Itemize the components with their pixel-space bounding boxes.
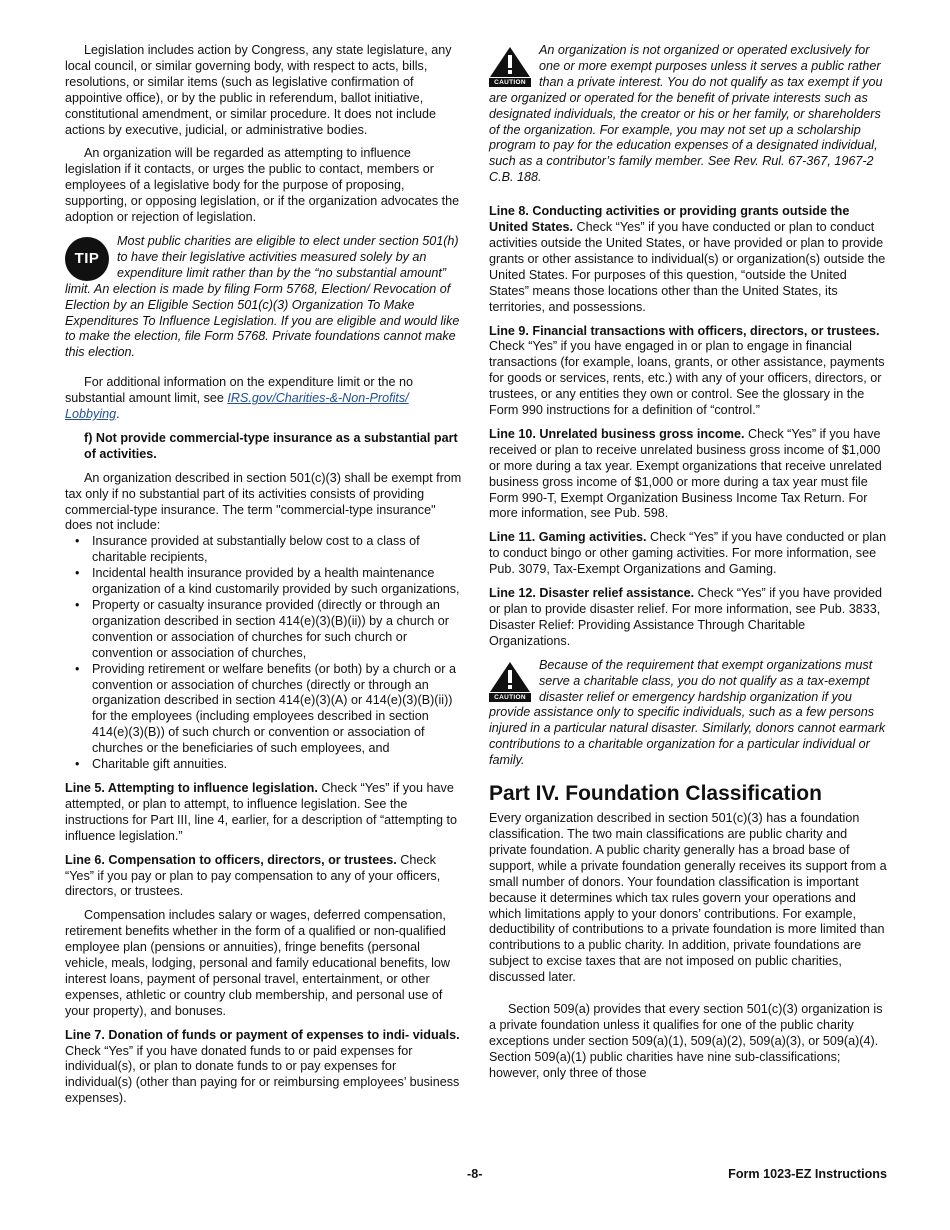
bullet: • — [75, 757, 80, 772]
irs-lobbying-link[interactable]: IRS.gov/Charities-&-Non-Profits/ Lobbying — [65, 391, 409, 422]
line9-heading: Line 9. Financial transactions with officers, directors, or trustees. — [489, 323, 880, 338]
caution-icon — [489, 46, 531, 87]
left-column — [65, 43, 462, 1115]
compensation-paragraph: Compensation includes salary or wages, deferred compensation, retirement benefits whether in the form of a qualified or non-qualified employee plan (pensions or annuities), fringe benefits (personal vehicle, meals, lodging, personal and family educational benefits, low interest loans, payment of personal travel, entertainment, or other expenses, athletic or country club membership, and personal use of your property), and bonuses. — [65, 908, 451, 1018]
line12-paragraph — [489, 586, 887, 650]
warning-triangle-icon — [489, 46, 531, 78]
commercial-insurance-heading — [84, 431, 462, 463]
part4-heading: Part IV. Foundation Classification — [489, 782, 822, 806]
list-item-text: Providing retirement or welfare benefits (or both) by a church or a convention or association of churches (directly or through an organization described in section 414(e)(3)(A) or 414(e)(3)(B)(ii)) for the employees (including employees described in section 414(e)(3)(B)) of such church or convention or association of churches or the beneficiaries of such employees, and — [92, 661, 456, 756]
line5-paragraph — [65, 781, 462, 845]
warning-triangle-icon — [489, 661, 531, 693]
expenditure-limit-text: For additional information on the expenditure limit or the no substantial amount limit, see — [65, 375, 414, 406]
list-item — [65, 534, 462, 566]
form-name: Form 1023-EZ Instructions — [728, 1167, 887, 1181]
page-footer — [65, 1167, 887, 1187]
bullet: • — [75, 598, 80, 612]
caution-label: CAUTION — [489, 693, 531, 702]
list-item — [65, 662, 462, 757]
list-item-text: Insurance provided at substantially below cost to a class of charitable recipients, — [92, 534, 420, 565]
line5-text: Check “Yes” if you have attempted, or plan to attempt, to influence legislation. See the instructions for Part III, line 4, earlier, for a description of “attempting to influence legislation.” — [65, 780, 457, 843]
list-item-text: Charitable gift annuities. — [92, 757, 228, 772]
tip-text: Most public charities are eligible to elect under section 501(h) to have their legislative activities measured solely by an expenditure limit rather than by the “no substantial amount” limit. An election is made by filing Form 5768, Election/ Revocation of Election by an Eligible Section 501(c)(3) Organization To Make Expenditures To Influence Legislation. If you are eligible and would like to make the election, file Form 5768. Private foundations cannot make this election. — [65, 233, 460, 360]
line11-text: Check “Yes” if you have conducted or plan to conduct bingo or other gaming activities. For more information, see Pub. 3079, Tax-Exempt Organizations and Gaming. — [489, 530, 887, 577]
line5-heading: Line 5. Attempting to influence legislation. — [65, 780, 318, 795]
line6-text: Check “Yes” if you pay or plan to pay compensation to any of your officers, directors, or trustees. — [65, 852, 441, 899]
line8-paragraph — [489, 204, 887, 315]
caution-text-disaster-relief: Because of the requirement that exempt organizations must serve a charitable class, you do not qualify as a tax-exempt disaster relief or emergency hardship organization if you provide assistance only to specific individuals, such as a few persons injured in a particular natural disaster. Similarly, donors cannot earmark contributions to a charitable organization for a particular individual or family. — [489, 657, 886, 768]
line9-paragraph — [489, 324, 887, 419]
list-item-text: Property or casualty insurance provided (directly or through an organization described in section 414(e)(3)(B)(ii)) by a church or convention or association of churches for such church or convention or association of churches, — [92, 598, 449, 660]
line12-text: Check “Yes” if you have provided or plan to provide disaster relief. For more information, see Pub. 3833, Disaster Relief: Providing Assistance Through Charitable Organizations. — [489, 586, 882, 648]
line8-heading: Line 8. Conducting activities or providing grants outside the United States. — [489, 204, 850, 235]
caution-label: CAUTION — [489, 78, 531, 87]
commercial-insurance-paragraph: An organization described in section 501(c)(3) shall be exempt from tax only if no substantial part of its activities consists of providing commercial-type insurance. The term "commercial-type insurance" does not include: — [65, 470, 462, 533]
line10-text: Check “Yes” if you have received or plan to receive unrelated business gross income of $1,000 or more during a tax year. Exempt organizations that receive unrelated business gross income of $1,000 or more during a tax year must file Form 990-T, Exempt Organization Business Income Tax Return. For more information, see Pub. 598. — [489, 426, 882, 521]
line7-heading: Line 7. Donation of funds or payment of expenses to indi- viduals. — [65, 1027, 460, 1042]
line10-heading: Line 10. Unrelated business gross income. — [489, 426, 745, 441]
line11-paragraph — [489, 530, 887, 578]
bullet: • — [75, 661, 80, 676]
line6-heading: Line 6. Compensation to officers, directors, or trustees. — [65, 852, 397, 867]
commercial-insurance-heading-text: f) Not provide commercial-type insurance as a substantial part of activities. — [84, 430, 458, 461]
caution-icon — [489, 661, 531, 702]
line9-text: Check “Yes” if you have engaged in or plan to engage in financial transactions (for example, loans, grants, or other assistance, payments for goods or services, rents, etc.) with any of your officers, directors, or trustees, or any entities they own or control. See the glossary in the Form 990 instructions for a definition of “control.” — [489, 339, 885, 418]
tip-block — [65, 234, 462, 361]
expenditure-limit-paragraph — [65, 375, 462, 423]
line7-paragraph — [65, 1028, 462, 1108]
caution-text-private-interest: An organization is not organized or operated exclusively for one or more exempt purposes unless it serves a public rather than a private interest. You do not qualify as tax exempt if you are organized or operated for the benefit of private interests such as designated individuals, the creator or his or her family, or shareholders of the organization. For example, you may not set up a scholarship program to pay for the education expenses of a designated individual, such as a contributor’s family member. See Rev. Rul. 67-367, 1967-2 C.B. 188. — [489, 43, 883, 185]
list-item-text: Incidental health insurance provided by a health maintenance organization of a kind customarily provided by such organizations, — [92, 566, 460, 597]
tip-icon — [65, 237, 109, 281]
expenditure-limit-end: . — [116, 407, 120, 422]
page-number: -8- — [467, 1167, 483, 1181]
caution-block-disaster-relief — [489, 658, 887, 769]
legislation-definition-paragraph: Legislation includes action by Congress, any state legislature, any local council, or similar governing body, with respect to acts, bills, resolutions, or similar items (such as legislative confirmation of appointive office), or by the public in referendum, ballot initiative, constitutional amendment, or similar procedure. It does not include actions by executive, judicial, or administrative bodies. — [65, 43, 452, 137]
insurance-exclusions-list — [65, 534, 462, 773]
line7-text: Check “Yes” if you have donated funds to or paid expenses for individual(s), or plan to donate funds to or pay expenses for individual(s) (other than paying for or reimbursing employees’ business expenses). — [65, 1043, 460, 1106]
list-item — [65, 566, 462, 598]
list-item — [65, 598, 462, 662]
bullet: • — [75, 566, 80, 581]
section-509a-paragraph: Section 509(a) provides that every section 501(c)(3) organization is a private foundation unless it qualifies for one of the public charity exceptions under section 509(a)(1), 509(a)(2), 509(a)(3), or 509(a)(4). Section 509(a)(1) public charities have nine sub-classifications; however, only three of those — [489, 1002, 883, 1080]
part4-intro-paragraph: Every organization described in section 501(c)(3) has a foundation classification. The two main classifications are public charity and private foundation. A public charity generally has a broad base of support, while a private foundation generally receives its support from a small number of donors. Your foundation classification is important because it determines which tax rules govern your operations and which limitations apply to your donors’ contributions. For example, deductibility of contributions to a private foundation is more limited than contributions to a public charity. In addition, private foundations are subject to excise taxes that are not imposed on public charities, discussed later. — [489, 811, 887, 985]
right-column — [489, 43, 887, 1090]
line6-paragraph — [65, 853, 462, 901]
bullet: • — [75, 534, 80, 549]
tip-label: TIP — [74, 250, 100, 268]
line11-heading: Line 11. Gaming activities. — [489, 530, 647, 545]
caution-block-private-interest — [489, 43, 887, 186]
line12-heading: Line 12. Disaster relief assistance. — [489, 586, 695, 601]
list-item — [65, 757, 462, 773]
line10-paragraph — [489, 427, 887, 522]
influence-legislation-paragraph: An organization will be regarded as attempting to influence legislation if it contacts, or urges the public to contact, members or employees of a legislative body for the purpose of proposing, supporting, or opposing legislation, or if the organization advocates the adoption or rejection of legislation. — [65, 146, 460, 225]
line8-text: Check “Yes” if you have conducted or plan to conduct activities outside the United States, or have provided or plan to provide grants or other assistance to individual(s) or organization(s) outside the United States. For purposes of this question, “outside the United States” means those locations other than the United States, its territories, and possessions. — [489, 220, 886, 314]
